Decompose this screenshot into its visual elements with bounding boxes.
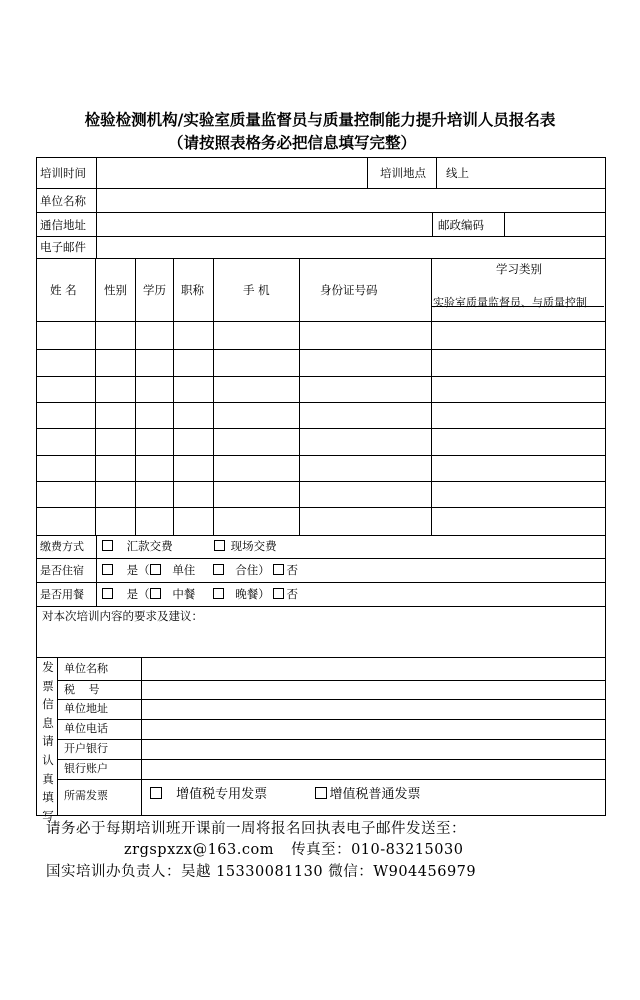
invoice-bank-label: 开户银行 — [64, 742, 108, 755]
invoice-phone-field[interactable] — [142, 720, 604, 738]
address-field[interactable] — [97, 214, 430, 235]
col-name: 姓 名 — [50, 283, 77, 297]
lodging-yes-label: 是（ — [126, 563, 150, 577]
unit-name-field[interactable] — [97, 190, 603, 211]
invoice-account-field[interactable] — [142, 760, 604, 778]
suggestion-field[interactable] — [40, 624, 602, 654]
lodging-no-label: 否 — [286, 563, 298, 577]
invoice-phone-label: 单位电话 — [64, 722, 108, 735]
train-place-label: 培训地点 — [380, 166, 426, 180]
payment-label: 缴费方式 — [40, 540, 84, 553]
meals-label: 是否用餐 — [40, 588, 84, 601]
payment-onsite-checkbox[interactable] — [214, 540, 225, 551]
lodging-yes-checkbox[interactable] — [102, 564, 113, 575]
meals-lunch-label: 中餐 — [172, 587, 196, 601]
payment-transfer-checkbox[interactable] — [102, 540, 113, 551]
lodging-shared-label: 合住） — [235, 563, 270, 577]
invoice-normal-checkbox[interactable] — [315, 787, 327, 799]
meals-dinner-checkbox[interactable] — [213, 588, 224, 599]
invoice-address-field[interactable] — [142, 700, 604, 718]
meals-options — [102, 587, 298, 601]
invoice-special-label: 增值税专用发票 — [176, 787, 268, 802]
lodging-no-checkbox[interactable] — [273, 564, 284, 575]
train-place-value[interactable]: 线上 — [446, 166, 469, 180]
invoice-type-label: 所需发票 — [64, 789, 108, 802]
col-education: 学历 — [143, 283, 166, 297]
address-label: 通信地址 — [40, 218, 86, 232]
invoice-normal-label: 增值税普通发票 — [329, 787, 421, 802]
postcode-label: 邮政编码 — [438, 218, 484, 232]
train-time-field[interactable] — [97, 159, 366, 187]
email-label: 电子邮件 — [40, 240, 86, 254]
invoice-unit-name-label: 单位名称 — [64, 662, 108, 675]
payment-transfer-label: 汇款交费 — [126, 539, 173, 553]
col-id-number: 身份证号码 — [320, 283, 378, 297]
email-field[interactable] — [97, 238, 603, 257]
col-phone: 手 机 — [243, 283, 270, 297]
invoice-bank-field[interactable] — [142, 740, 604, 758]
study-type-value: 实验室质量监督员、与质量控制 — [433, 296, 587, 309]
invoice-address-label: 单位地址 — [64, 702, 108, 715]
lodging-single-checkbox[interactable] — [150, 564, 161, 575]
footer-email[interactable]: zrgspxzx@163.com — [124, 842, 274, 858]
col-study-type: 学习类别 — [496, 262, 542, 276]
meals-yes-label: 是（ — [126, 587, 150, 601]
train-time-label: 培训时间 — [40, 166, 86, 180]
footer-responsible: 国实培训办负责人：吴越 15330081130 微信：W904456979 — [46, 864, 477, 880]
invoice-tax-no-field[interactable] — [142, 681, 604, 698]
lodging-shared-checkbox[interactable] — [213, 564, 224, 575]
invoice-type-options — [150, 787, 420, 802]
lodging-options — [102, 563, 298, 577]
form-subtitle: （请按照表格务必把信息填写完整） — [167, 133, 416, 152]
footer-contact-line — [124, 838, 463, 859]
form-title: 检验检测机构/实验室质量监督员与质量控制能力提升培训人员报名表 — [84, 110, 556, 129]
invoice-unit-name-field[interactable] — [142, 660, 604, 679]
invoice-side-label: 发票信息请认真填写 — [42, 660, 54, 823]
invoice-special-checkbox[interactable] — [150, 787, 162, 799]
payment-onsite-label: 现场交费 — [230, 539, 277, 553]
payment-options — [102, 539, 277, 553]
footer-fax: 传真至：010-83215030 — [291, 842, 464, 858]
col-title: 职称 — [181, 283, 204, 297]
unit-name-label: 单位名称 — [40, 194, 86, 208]
invoice-tax-no-label: 税 号 — [64, 683, 105, 696]
lodging-single-label: 单住 — [172, 563, 196, 577]
lodging-label: 是否住宿 — [40, 564, 84, 577]
postcode-field[interactable] — [506, 214, 604, 235]
meals-yes-checkbox[interactable] — [102, 588, 113, 599]
invoice-account-label: 银行账户 — [64, 762, 108, 775]
meals-dinner-label: 晚餐） — [235, 587, 270, 601]
col-gender: 性别 — [104, 283, 127, 297]
meals-no-checkbox[interactable] — [273, 588, 284, 599]
suggestion-label: 对本次培训内容的要求及建议： — [42, 609, 203, 623]
meals-lunch-checkbox[interactable] — [150, 588, 161, 599]
footer-instruction: 请务必于每期培训班开课前一周将报名回执表电子邮件发送至： — [46, 821, 466, 837]
meals-no-label: 否 — [286, 587, 298, 601]
